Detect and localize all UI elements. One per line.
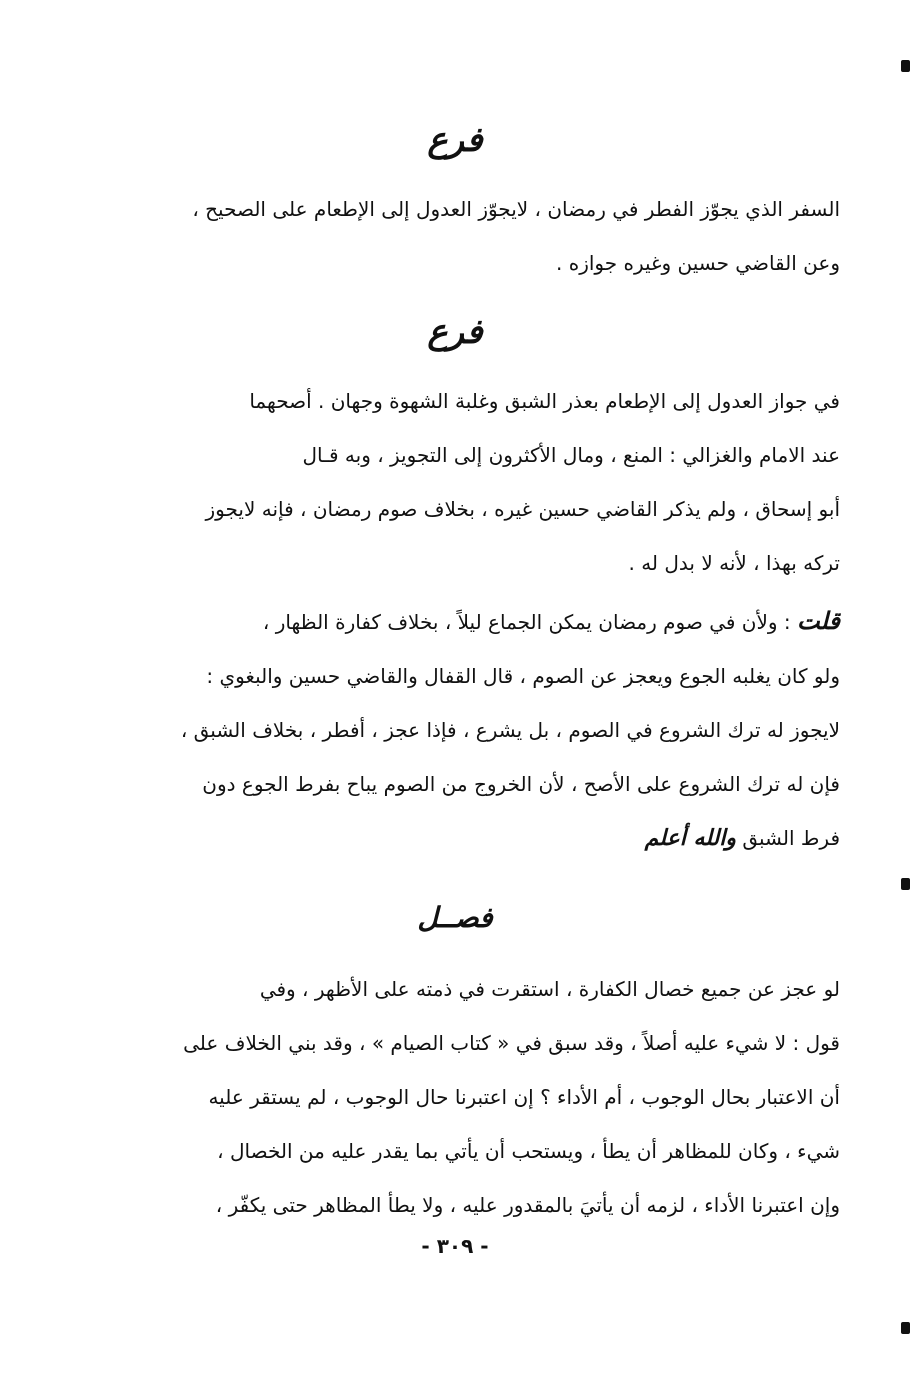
text-line — [110, 594, 840, 649]
text-line: أن الاعتبار بحال الوجوب ، أم الأداء ؟ إن اعتبرنا حال الوجوب ، لم يستقر عليه — [208, 1085, 840, 1109]
text-line: ولو كان يغلبه الجوع ويعجز عن الصوم ، قال القفال والقاضي حسين والبغوي : — [206, 664, 840, 688]
text-line: تركه بهذا ، لأنه لا بدل له . — [628, 551, 840, 575]
paragraph-shabaq — [110, 374, 840, 590]
text-line: السفر الذي يجوّز الفطر في رمضان ، لايجوّز العدول إلى الإطعام على الصحيح ، — [192, 197, 840, 221]
text-line: فإن له ترك الشروع على الأصح ، لأن الخروج من الصوم يباح بفرط الجوع دون — [202, 772, 840, 796]
text-fragment: فرط الشبق — [742, 826, 840, 850]
text-line: لو عجز عن جميع خصال الكفارة ، استقرت في ذمته على الأظهر ، وفي — [259, 977, 840, 1001]
text-line: لايجوز له ترك الشروع في الصوم ، بل يشرع ، فإذا عجز ، أفطر ، بخلاف الشبق ، — [180, 718, 840, 742]
text-line: عند الامام والغزالي : المنع ، ومال الأكثرون إلى التجويز ، وبه قـال — [302, 443, 840, 467]
text-line: وعن القاضي حسين وغيره جوازه . — [556, 251, 840, 275]
text-line — [110, 811, 840, 866]
paragraph-kaffara — [110, 962, 840, 1232]
page-number: - ٣٠٩ - — [421, 1234, 489, 1258]
text-line: أبو إسحاق ، ولم يذكر القاضي حسين غيره ، بخلاف صوم رمضان ، فإنه لايجوز — [205, 497, 840, 521]
text-line: قول : لا شيء عليه أصلاً ، وقد سبق في « كتاب الصيام » ، وقد بني الخلاف على — [183, 1031, 840, 1055]
paragraph-travel-fasting — [110, 182, 840, 290]
scan-edge-mark — [901, 1322, 910, 1334]
scan-edge-mark — [901, 60, 910, 72]
qultu-lead-word: قلت — [797, 607, 840, 635]
scan-edge-mark — [901, 878, 910, 890]
paragraph-qultu — [110, 594, 840, 866]
section-heading-fasl: فصــل — [417, 901, 493, 934]
text-line: شيء ، وكان للمظاهر أن يطأ ، ويستحب أن يأتي بما يقدر عليه من الخصال ، — [217, 1139, 840, 1163]
section-heading-far-2: فرع — [427, 312, 483, 352]
section-heading-far-1: فرع — [427, 120, 483, 160]
text-line: في جواز العدول إلى الإطعام بعذر الشبق وغلبة الشهوة وجهان . أصحهما — [249, 389, 840, 413]
text-fragment: : ولأن في صوم رمضان يمكن الجماع ليلاً ، بخلاف كفارة الظهار ، — [262, 610, 791, 634]
text-line: وإن اعتبرنا الأداء ، لزمه أن يأتيَ بالمقدور عليه ، ولا يطأ المظاهر حتى يكفّر ، — [215, 1193, 840, 1217]
closing-phrase: والله أعلم — [644, 826, 736, 851]
